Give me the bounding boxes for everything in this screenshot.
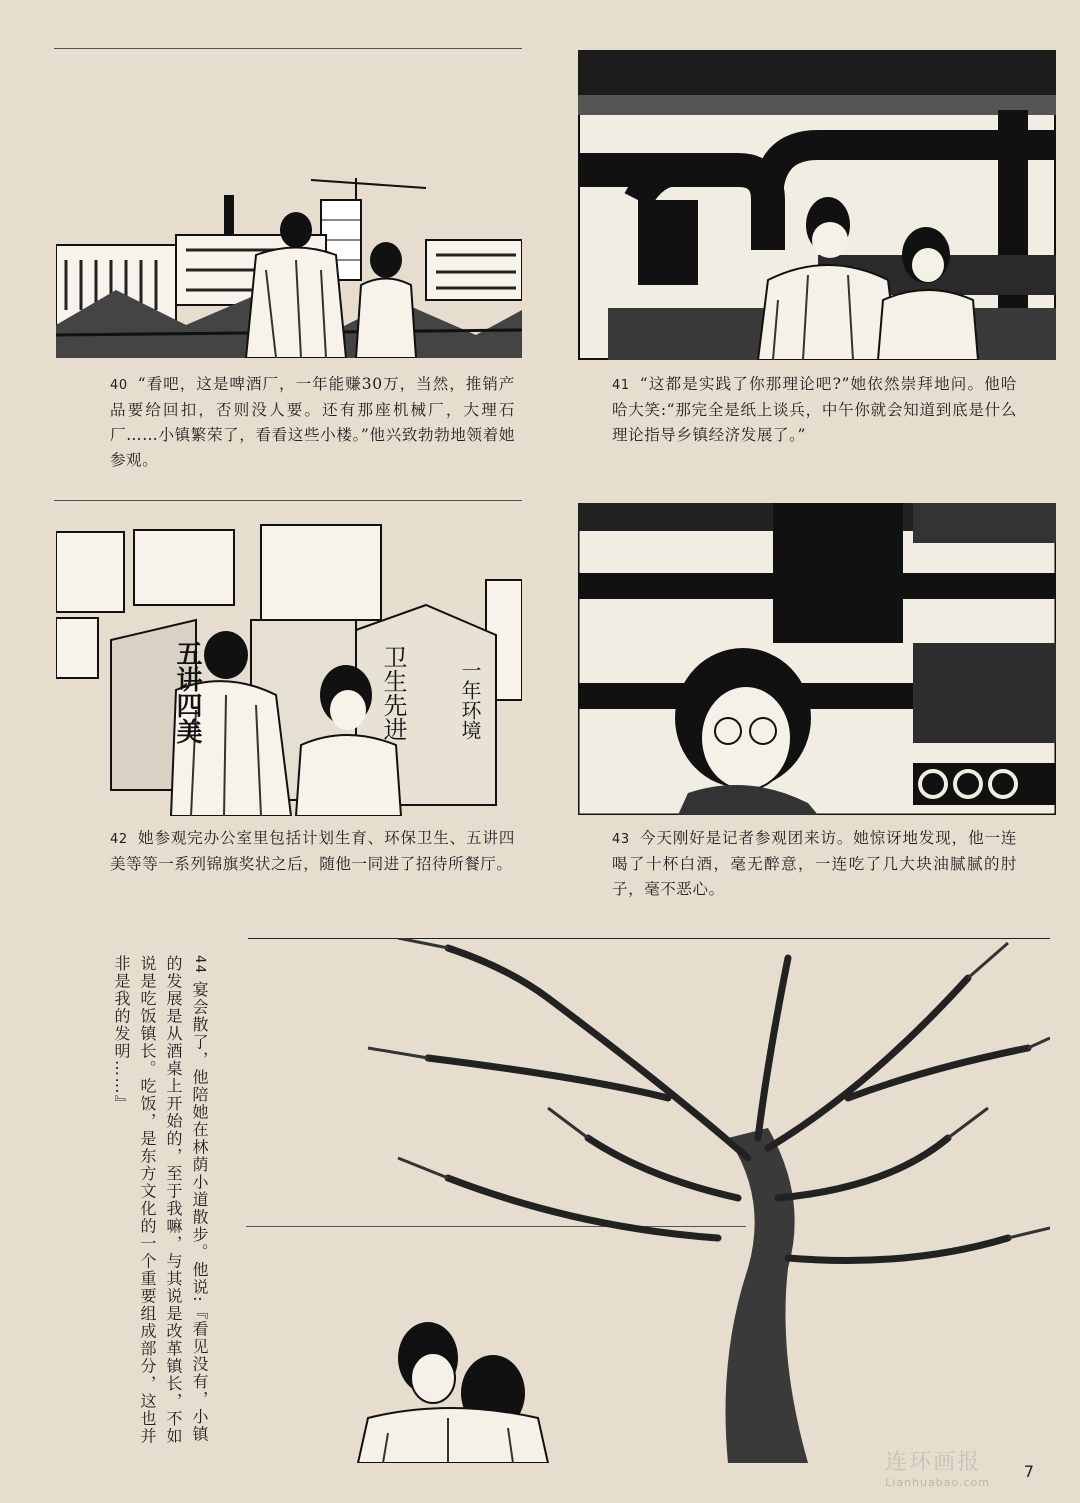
watermark-sub: Lianhuabao.com [885, 1476, 990, 1489]
panel-43-illustration [578, 503, 1056, 815]
caption-43 [612, 826, 1017, 902]
caption-40-text: “看吧，这是啤酒厂，一年能赚30万，当然，推销产品要给回扣，否则没人要。还有那座机械厂，大理石厂……小镇繁荣了，看看这些小楼。”他兴致勃勃地领着她参观。 [110, 375, 515, 469]
caption-41 [612, 372, 1017, 448]
mid-rule-left [54, 500, 522, 501]
caption-43-number: 43 [612, 832, 630, 847]
banner-sign-2: 卫生先进 [379, 645, 407, 741]
caption-40 [110, 372, 515, 473]
panel-42-illustration [56, 520, 522, 816]
caption-43-text: 今天刚好是记者参观团来访。她惊讶地发现，他一连喝了十杯白酒，毫无醉意，一连吃了几大块油腻腻的肘子，毫不恶心。 [612, 829, 1017, 898]
caption-40-number: 40 [110, 378, 128, 393]
caption-44 [108, 955, 212, 1460]
banner-sign-1: 五讲四美 [172, 640, 202, 744]
top-rule-left [54, 48, 522, 49]
caption-42 [110, 826, 515, 877]
panel-41-illustration [578, 50, 1056, 360]
caption-44-number: 44 [192, 955, 207, 975]
panel-44-illustration [248, 938, 1050, 1463]
panel-40-illustration [56, 160, 522, 358]
caption-44-text: 宴会散了，他陪她在林荫小道散步。他说:『看见没有，小镇的发展是从酒桌上开始的，至于我嘛，与其说是改革镇长，不如说是吃饭镇长。吃饭，是东方文化的一个重要组成部分，这也并非是我的发明……』 [112, 955, 209, 1445]
caption-41-text: “这都是实践了你那理论吧?”她依然崇拜地问。他哈哈大笑:“那完全是纸上谈兵，中午你就会知道到底是什么理论指导乡镇经济发展了。” [612, 375, 1017, 444]
watermark [885, 1445, 990, 1489]
watermark-main: 连环画报 [885, 1450, 982, 1475]
caption-42-number: 42 [110, 832, 128, 847]
banner-sign-3: 一年环境 [458, 660, 482, 740]
page-number: 7 [1023, 1462, 1034, 1481]
caption-42-text: 她参观完办公室里包括计划生育、环保卫生、五讲四美等等一系列锦旗奖状之后，随他一同进了招待所餐厅。 [110, 829, 515, 873]
caption-41-number: 41 [612, 378, 630, 393]
